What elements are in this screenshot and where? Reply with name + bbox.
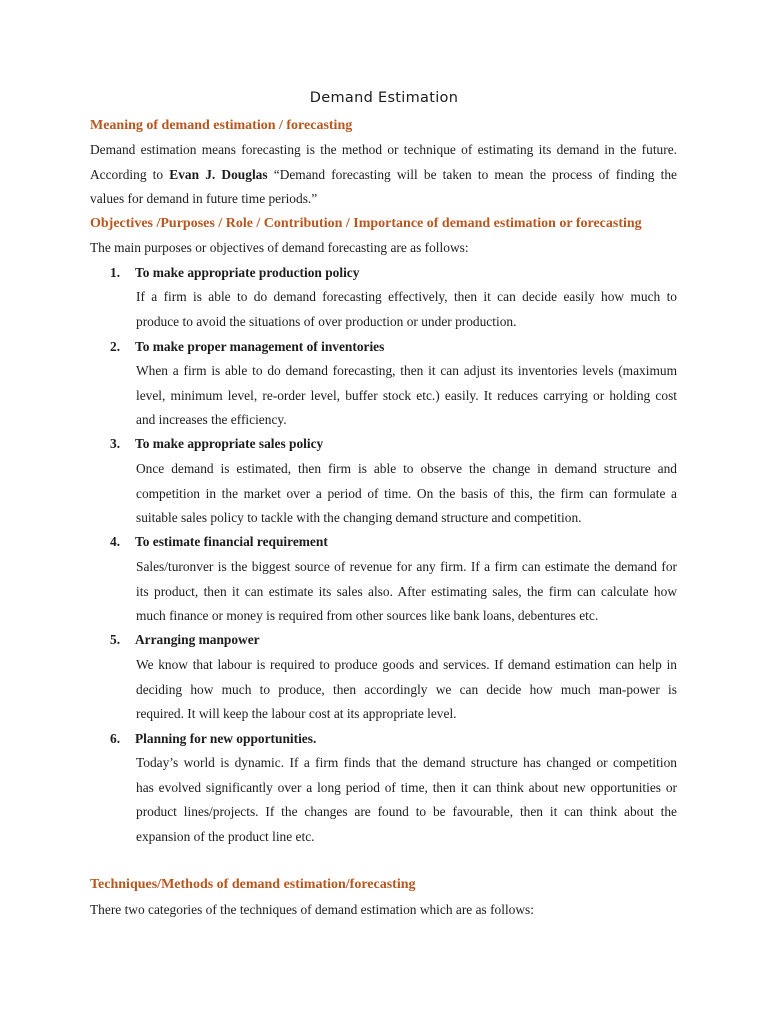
- section-heading-meaning: Meaning of demand estimation / forecasting: [90, 118, 353, 133]
- list-item-body: [136, 359, 677, 433]
- list-item-body: [136, 285, 677, 334]
- body-line: expansion of the product line etc.: [136, 828, 315, 844]
- document-title: Demand Estimation: [309, 90, 459, 106]
- body-line: competition in the market over a period of time. On the basis of this, the firm can formulate a: [136, 485, 677, 501]
- section-heading-techniques: Techniques/Methods of demand estimation/forecasting: [90, 877, 416, 892]
- body-line: and increases the efficiency.: [136, 412, 287, 427]
- list-item-heading: [110, 731, 316, 747]
- meaning-line: values for demand in future time periods.”: [90, 191, 318, 206]
- list-item-body: [136, 457, 677, 531]
- body-line: product lines/projects. If the changes are found to be favourable, then it can think about the: [136, 804, 677, 819]
- list-item-number: 1.: [110, 265, 121, 280]
- list-item-title: To make proper management of inventories: [135, 339, 385, 354]
- list-item-number: 5.: [110, 632, 121, 647]
- body-line: Sales/turonver is the biggest source of revenue for any firm. If a firm can estimate the demand for: [136, 559, 677, 574]
- meaning-line-quote: “Demand forecasting will be taken to mean the process of finding the: [267, 166, 677, 182]
- body-line: Once demand is estimated, then firm is able to observe the change in demand structure and: [136, 461, 677, 476]
- body-line: suitable sales policy to tackle with the changing demand structure and competition.: [136, 510, 582, 525]
- body-line: level, minimum level, re-order level, buffer stock etc.) easily. It reduces carrying or holding cost: [136, 387, 677, 403]
- body-line: required. It will keep the labour cost at its appropriate level.: [136, 706, 457, 721]
- list-item-title: To make appropriate sales policy: [135, 436, 324, 451]
- body-line: Today’s world is dynamic. If a firm finds that the demand structure has changed or competition: [136, 755, 677, 770]
- meaning-line-prefix: According to: [90, 166, 170, 182]
- list-item-number: 4.: [110, 534, 121, 549]
- body-line: has evolved significantly over a long period of time, then it can think about new opportunities or: [136, 779, 677, 795]
- list-item-title: To estimate financial requirement: [135, 534, 328, 549]
- body-line: produce to avoid the situations of over production or under production.: [136, 313, 517, 329]
- list-item-number: 6.: [110, 731, 121, 746]
- techniques-intro: There two categories of the techniques of demand estimation which are as follows:: [90, 902, 534, 917]
- list-item-number: 2.: [110, 339, 121, 354]
- list-item-heading: [110, 534, 328, 550]
- list-item-title: Planning for new opportunities.: [135, 731, 317, 746]
- body-line: much finance or money is required from other sources like bank loans, debentures etc.: [136, 608, 599, 623]
- list-item-heading: [110, 339, 384, 355]
- objectives-intro: The main purposes or objectives of demand forecasting are as follows:: [90, 240, 469, 255]
- list-item-number: 3.: [110, 436, 121, 451]
- list-item-body: [136, 555, 677, 629]
- meaning-line: Demand estimation means forecasting is the method or technique of estimating its demand in the future.: [90, 142, 677, 157]
- list-item-heading: [110, 265, 359, 281]
- list-item-title: Arranging manpower: [135, 632, 260, 647]
- body-line: its product, then it can estimate its sales also. After estimating sales, the firm can calculate how: [136, 583, 677, 599]
- body-line: If a firm is able to do demand forecasting effectively, then it can decide easily how much to: [136, 289, 677, 304]
- list-item-heading: [110, 632, 260, 648]
- author-name: Evan J. Douglas: [169, 166, 268, 182]
- list-item-body: [136, 653, 677, 727]
- body-line: We know that labour is required to produce goods and services. If demand estimation can help in: [136, 657, 677, 672]
- body-line: deciding how much to produce, then accordingly we can decide how much man-power is: [136, 681, 677, 697]
- section-heading-objectives: Objectives /Purposes / Role / Contribution / Importance of demand estimation or forecasting: [90, 216, 642, 231]
- body-line: When a firm is able to do demand forecasting, then it can adjust its inventories levels (maximum: [136, 363, 677, 378]
- list-item-body: [136, 751, 677, 849]
- meaning-line: [90, 163, 677, 188]
- list-item-heading: [110, 436, 323, 452]
- meaning-paragraph: [90, 138, 677, 212]
- list-item-title: To make appropriate production policy: [135, 265, 360, 280]
